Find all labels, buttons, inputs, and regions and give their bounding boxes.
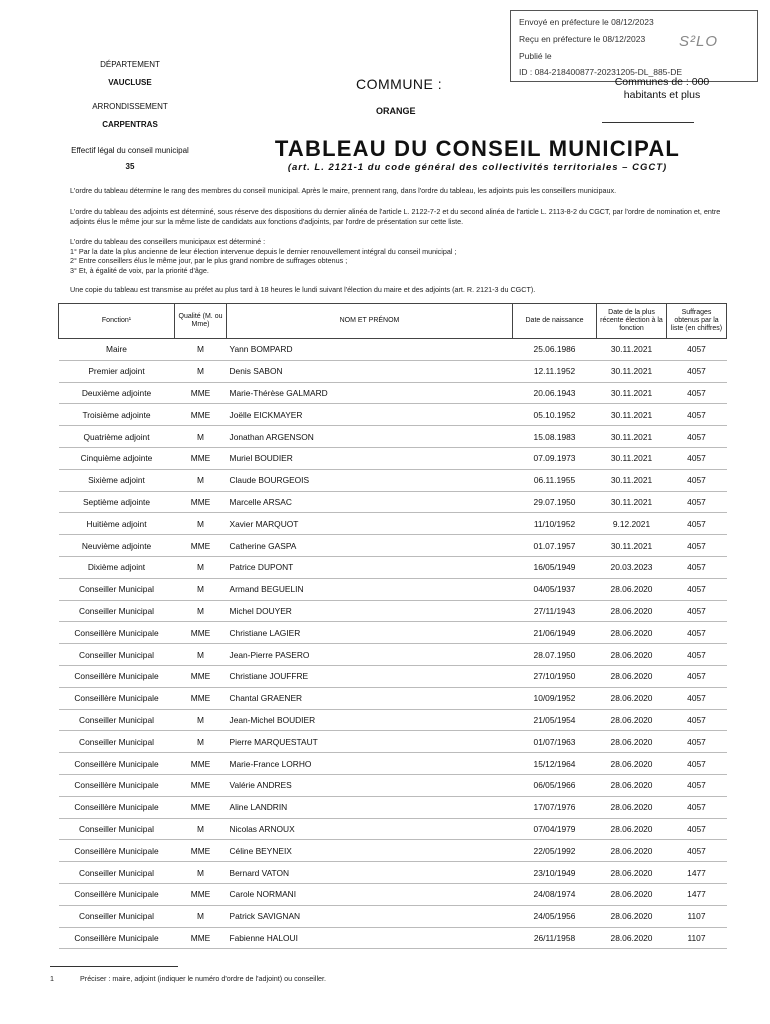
footnote-separator — [50, 966, 178, 967]
conseillers-rule-3: 3° Et, à égalité de voix, par la priorité d'âge. — [70, 266, 209, 276]
cell-election: 30.11.2021 — [597, 360, 667, 382]
cell-suffrages: 4057 — [667, 469, 727, 491]
footnote-number: 1 — [50, 974, 54, 983]
cell-qualite: M — [175, 513, 227, 535]
cell-nom: Muriel BOUDIER — [227, 447, 513, 469]
table-header-row — [59, 304, 727, 339]
cell-qualite: M — [175, 600, 227, 622]
cell-nom: Jonathan ARGENSON — [227, 426, 513, 448]
cell-naissance: 22/05/1992 — [513, 840, 597, 862]
cell-qualite: M — [175, 426, 227, 448]
cell-suffrages: 4057 — [667, 426, 727, 448]
cell-fonction: Conseiller Municipal — [59, 600, 175, 622]
cell-election: 30.11.2021 — [597, 426, 667, 448]
cell-election: 28.06.2020 — [597, 622, 667, 644]
cell-suffrages: 4057 — [667, 535, 727, 557]
header-election: Date de la plus récente élection à la fonction — [597, 304, 667, 339]
cell-suffrages: 4057 — [667, 731, 727, 753]
table-body — [59, 339, 727, 949]
cell-election: 28.06.2020 — [597, 709, 667, 731]
cell-fonction: Conseillère Municipale — [59, 796, 175, 818]
cell-suffrages: 4057 — [667, 796, 727, 818]
cell-suffrages: 4057 — [667, 491, 727, 513]
cell-fonction: Conseiller Municipal — [59, 578, 175, 600]
cell-fonction: Quatrième adjoint — [59, 426, 175, 448]
commune-underline — [602, 122, 694, 123]
cell-suffrages: 4057 — [667, 709, 727, 731]
cell-nom: Armand BEGUELIN — [227, 578, 513, 600]
table-row — [59, 447, 727, 469]
cell-qualite: M — [175, 709, 227, 731]
conseillers-rule-2: 2° Entre conseillers élus le même jour, par le plus grand nombre de suffrages obtenus ; — [70, 256, 348, 266]
cell-naissance: 01.07.1957 — [513, 535, 597, 557]
cell-qualite: MME — [175, 535, 227, 557]
cell-suffrages: 4057 — [667, 665, 727, 687]
page-subtitle: (art. L. 2121-1 du code général des collectivités territoriales – CGCT) — [287, 162, 668, 173]
cell-fonction: Conseillère Municipale — [59, 840, 175, 862]
cell-fonction: Conseillère Municipale — [59, 774, 175, 796]
cell-election: 30.11.2021 — [597, 339, 667, 361]
cell-qualite: MME — [175, 382, 227, 404]
header-suffrages: Suffrages obtenus par la liste (en chiffres) — [667, 304, 727, 339]
cell-election: 30.11.2021 — [597, 469, 667, 491]
cell-qualite: M — [175, 578, 227, 600]
table-row — [59, 731, 727, 753]
cell-qualite: M — [175, 556, 227, 578]
cell-election: 28.06.2020 — [597, 796, 667, 818]
cell-qualite: MME — [175, 774, 227, 796]
table-row — [59, 905, 727, 927]
cell-suffrages: 4057 — [667, 622, 727, 644]
cell-naissance: 24/05/1956 — [513, 905, 597, 927]
cell-nom: Jean-Pierre PASERO — [227, 644, 513, 666]
table-row — [59, 535, 727, 557]
cell-naissance: 06/05/1966 — [513, 774, 597, 796]
cell-fonction: Conseiller Municipal — [59, 905, 175, 927]
cell-nom: Christiane LAGIER — [227, 622, 513, 644]
prefecture-stamp — [510, 10, 758, 82]
cell-suffrages: 4057 — [667, 556, 727, 578]
cell-qualite: MME — [175, 665, 227, 687]
cell-naissance: 16/05/1949 — [513, 556, 597, 578]
cell-election: 28.06.2020 — [597, 818, 667, 840]
cell-nom: Denis SABON — [227, 360, 513, 382]
header-fonction: Fonction¹ — [59, 304, 175, 339]
table-row — [59, 600, 727, 622]
cell-naissance: 06.11.1955 — [513, 469, 597, 491]
cell-qualite: M — [175, 862, 227, 884]
cell-naissance: 01/07/1963 — [513, 731, 597, 753]
table-row — [59, 774, 727, 796]
cell-fonction: Cinquième adjointe — [59, 447, 175, 469]
table-row — [59, 339, 727, 361]
cell-fonction: Conseillère Municipale — [59, 927, 175, 949]
cell-fonction: Neuvième adjointe — [59, 535, 175, 557]
table-row — [59, 513, 727, 535]
cell-qualite: MME — [175, 927, 227, 949]
cell-nom: Catherine GASPA — [227, 535, 513, 557]
cell-fonction: Troisième adjointe — [59, 404, 175, 426]
cell-fonction: Conseiller Municipal — [59, 818, 175, 840]
cell-suffrages: 1107 — [667, 927, 727, 949]
cell-naissance: 05.10.1952 — [513, 404, 597, 426]
paragraph-order: L'ordre du tableau détermine le rang des membres du conseil municipal. Après le maire, prennent rang, dans l'ordre du tableau, les adjoints puis les conseillers municipaux. — [70, 186, 617, 195]
cell-suffrages: 4057 — [667, 339, 727, 361]
cell-qualite: MME — [175, 491, 227, 513]
cell-fonction: Deuxième adjointe — [59, 382, 175, 404]
cell-nom: Nicolas ARNOUX — [227, 818, 513, 840]
cell-suffrages: 4057 — [667, 404, 727, 426]
table-row — [59, 665, 727, 687]
cell-naissance: 15.08.1983 — [513, 426, 597, 448]
footnote — [50, 974, 326, 983]
cell-election: 28.06.2020 — [597, 862, 667, 884]
cell-nom: Marcelle ARSAC — [227, 491, 513, 513]
cell-fonction: Conseiller Municipal — [59, 731, 175, 753]
paragraph-adjoints: L'ordre du tableau des adjoints est déterminé, sous réserve des dispositions du dernier alinéa de l'article L. 2122-7-2 et du second alinéa de l'article L. 2113-8-2 du CGCT, par l'ordre de nomination et, entre adjoints élus le même jour sur la même liste de candidats aux fonctions d'adjoints, par l'ordre de présentation sur cette liste. — [70, 207, 721, 226]
cell-suffrages: 4057 — [667, 578, 727, 600]
cell-suffrages: 1477 — [667, 883, 727, 905]
cell-qualite: MME — [175, 840, 227, 862]
communes-size — [602, 76, 722, 102]
cell-election: 20.03.2023 — [597, 556, 667, 578]
cell-suffrages: 1107 — [667, 905, 727, 927]
header-naissance: Date de naissance — [513, 304, 597, 339]
commune-value: ORANGE — [376, 106, 416, 116]
stamp-received-line: Reçu en préfecture le 08/12/2023 — [519, 34, 646, 44]
cell-election: 28.06.2020 — [597, 731, 667, 753]
cell-nom: Michel DOUYER — [227, 600, 513, 622]
cell-fonction: Conseiller Municipal — [59, 862, 175, 884]
stamp-sent-line: Envoyé en préfecture le 08/12/2023 — [519, 17, 654, 27]
table-row — [59, 796, 727, 818]
cell-fonction: Conseillère Municipale — [59, 883, 175, 905]
table-row — [59, 469, 727, 491]
cell-election: 30.11.2021 — [597, 491, 667, 513]
cell-naissance: 07.09.1973 — [513, 447, 597, 469]
cell-naissance: 20.06.1943 — [513, 382, 597, 404]
table-row — [59, 687, 727, 709]
cell-nom: Valérie ANDRES — [227, 774, 513, 796]
page-title: TABLEAU DU CONSEIL MUNICIPAL — [274, 136, 681, 161]
council-table — [58, 303, 727, 949]
cell-election: 28.06.2020 — [597, 840, 667, 862]
table-row — [59, 753, 727, 775]
cell-qualite: MME — [175, 622, 227, 644]
table-row — [59, 382, 727, 404]
table-row — [59, 927, 727, 949]
cell-nom: Marie-Thérèse GALMARD — [227, 382, 513, 404]
cell-election: 30.11.2021 — [597, 447, 667, 469]
footnote-text: Préciser : maire, adjoint (indiquer le numéro d'ordre de l'adjoint) ou conseiller. — [80, 974, 327, 983]
departement-label: DÉPARTEMENT — [100, 60, 160, 69]
cell-fonction: Conseillère Municipale — [59, 665, 175, 687]
cell-naissance: 12.11.1952 — [513, 360, 597, 382]
cell-suffrages: 1477 — [667, 862, 727, 884]
cell-fonction: Conseiller Municipal — [59, 709, 175, 731]
cell-naissance: 21/05/1954 — [513, 709, 597, 731]
arrondissement-value: CARPENTRAS — [102, 120, 158, 129]
cell-qualite: M — [175, 360, 227, 382]
cell-fonction: Conseillère Municipale — [59, 622, 175, 644]
cell-naissance: 17/07/1976 — [513, 796, 597, 818]
cell-fonction: Conseillère Municipale — [59, 753, 175, 775]
departement-value: VAUCLUSE — [108, 78, 152, 87]
table-row — [59, 360, 727, 382]
table-row — [59, 426, 727, 448]
cell-qualite: MME — [175, 753, 227, 775]
cell-election: 30.11.2021 — [597, 382, 667, 404]
cell-suffrages: 4057 — [667, 600, 727, 622]
table-row — [59, 818, 727, 840]
cell-qualite: M — [175, 469, 227, 491]
cell-qualite: MME — [175, 883, 227, 905]
cell-suffrages: 4057 — [667, 818, 727, 840]
cell-suffrages: 4057 — [667, 774, 727, 796]
cell-naissance: 25.06.1986 — [513, 339, 597, 361]
effectif-label: Effectif légal du conseil municipal — [71, 146, 189, 155]
cell-suffrages: 4057 — [667, 360, 727, 382]
cell-nom: Yann BOMPARD — [227, 339, 513, 361]
cell-naissance: 27/11/1943 — [513, 600, 597, 622]
cell-election: 28.06.2020 — [597, 600, 667, 622]
cell-fonction: Dixième adjoint — [59, 556, 175, 578]
cell-fonction: Huitième adjoint — [59, 513, 175, 535]
cell-nom: Patrick SAVIGNAN — [227, 905, 513, 927]
cell-fonction: Conseillère Municipale — [59, 687, 175, 709]
cell-naissance: 15/12/1964 — [513, 753, 597, 775]
cell-nom: Céline BEYNEIX — [227, 840, 513, 862]
cell-nom: Joëlle EICKMAYER — [227, 404, 513, 426]
header-qualite: Qualité (M. ou Mme) — [175, 304, 227, 339]
cell-naissance: 10/09/1952 — [513, 687, 597, 709]
cell-fonction: Premier adjoint — [59, 360, 175, 382]
stamp-id-line: ID : 084-218400877-20231205-DL_885-DE — [519, 67, 683, 77]
cell-suffrages: 4057 — [667, 447, 727, 469]
cell-nom: Aline LANDRIN — [227, 796, 513, 818]
conseillers-intro: L'ordre du tableau des conseillers municipaux est déterminé : — [70, 237, 266, 246]
stamp-signature: S²LO — [679, 33, 719, 50]
commune-label: COMMUNE : — [356, 76, 443, 92]
cell-naissance: 28.07.1950 — [513, 644, 597, 666]
cell-nom: Bernard VATON — [227, 862, 513, 884]
cell-nom: Carole NORMANI — [227, 883, 513, 905]
cell-suffrages: 4057 — [667, 644, 727, 666]
cell-election: 28.06.2020 — [597, 753, 667, 775]
cell-election: 28.06.2020 — [597, 774, 667, 796]
table-row — [59, 709, 727, 731]
cell-fonction: Conseiller Municipal — [59, 644, 175, 666]
cell-election: 28.06.2020 — [597, 665, 667, 687]
table-row — [59, 644, 727, 666]
arrondissement-label: ARRONDISSEMENT — [92, 102, 168, 111]
header-nom: NOM ET PRÉNOM — [227, 304, 513, 339]
habitants: habitants et plus — [623, 89, 701, 102]
table-row — [59, 883, 727, 905]
cell-qualite: MME — [175, 404, 227, 426]
table-row — [59, 491, 727, 513]
cell-fonction: Sixième adjoint — [59, 469, 175, 491]
cell-election: 30.11.2021 — [597, 404, 667, 426]
cell-qualite: M — [175, 818, 227, 840]
cell-suffrages: 4057 — [667, 840, 727, 862]
cell-nom: Patrice DUPONT — [227, 556, 513, 578]
paragraph-conseillers — [70, 237, 730, 276]
cell-suffrages: 4057 — [667, 513, 727, 535]
cell-naissance: 26/11/1958 — [513, 927, 597, 949]
cell-nom: Fabienne HALOUI — [227, 927, 513, 949]
cell-nom: Christiane JOUFFRE — [227, 665, 513, 687]
cell-election: 28.06.2020 — [597, 927, 667, 949]
table-row — [59, 862, 727, 884]
cell-fonction: Septième adjointe — [59, 491, 175, 513]
stamp-published-line: Publié le — [519, 51, 552, 61]
cell-election: 28.06.2020 — [597, 578, 667, 600]
cell-naissance: 24/08/1974 — [513, 883, 597, 905]
cell-naissance: 11/10/1952 — [513, 513, 597, 535]
cell-election: 28.06.2020 — [597, 883, 667, 905]
cell-nom: Chantal GRAENER — [227, 687, 513, 709]
table-row — [59, 404, 727, 426]
cell-qualite: M — [175, 731, 227, 753]
cell-qualite: M — [175, 905, 227, 927]
conseillers-rule-1: 1° Par la date la plus ancienne de leur élection intervenue depuis le dernier renouvellement intégral du conseil municipal ; — [70, 246, 457, 256]
cell-qualite: MME — [175, 796, 227, 818]
cell-naissance: 21/06/1949 — [513, 622, 597, 644]
cell-suffrages: 4057 — [667, 382, 727, 404]
cell-election: 28.06.2020 — [597, 687, 667, 709]
cell-naissance: 23/10/1949 — [513, 862, 597, 884]
cell-election: 28.06.2020 — [597, 644, 667, 666]
cell-naissance: 29.07.1950 — [513, 491, 597, 513]
cell-qualite: M — [175, 339, 227, 361]
cell-qualite: MME — [175, 447, 227, 469]
cell-qualite: MME — [175, 687, 227, 709]
table-row — [59, 578, 727, 600]
effectif-value: 35 — [125, 162, 135, 171]
cell-nom: Jean-Michel BOUDIER — [227, 709, 513, 731]
table-row — [59, 556, 727, 578]
communes-de: Communes de : 000 — [614, 76, 710, 88]
cell-nom: Xavier MARQUOT — [227, 513, 513, 535]
cell-naissance: 04/05/1937 — [513, 578, 597, 600]
cell-nom: Marie-France LORHO — [227, 753, 513, 775]
cell-qualite: M — [175, 644, 227, 666]
cell-nom: Claude BOURGEOIS — [227, 469, 513, 491]
cell-naissance: 07/04/1979 — [513, 818, 597, 840]
cell-fonction: Maire — [59, 339, 175, 361]
cell-election: 30.11.2021 — [597, 535, 667, 557]
cell-naissance: 27/10/1950 — [513, 665, 597, 687]
cell-suffrages: 4057 — [667, 753, 727, 775]
cell-nom: Pierre MARQUESTAUT — [227, 731, 513, 753]
cell-election: 28.06.2020 — [597, 905, 667, 927]
cell-suffrages: 4057 — [667, 687, 727, 709]
cell-election: 9.12.2021 — [597, 513, 667, 535]
table-row — [59, 840, 727, 862]
table-row — [59, 622, 727, 644]
paragraph-copy: Une copie du tableau est transmise au préfet au plus tard à 18 heures le lundi suivant l'élection du maire et des adjoints (art. R. 2121-3 du CGCT). — [70, 285, 536, 294]
